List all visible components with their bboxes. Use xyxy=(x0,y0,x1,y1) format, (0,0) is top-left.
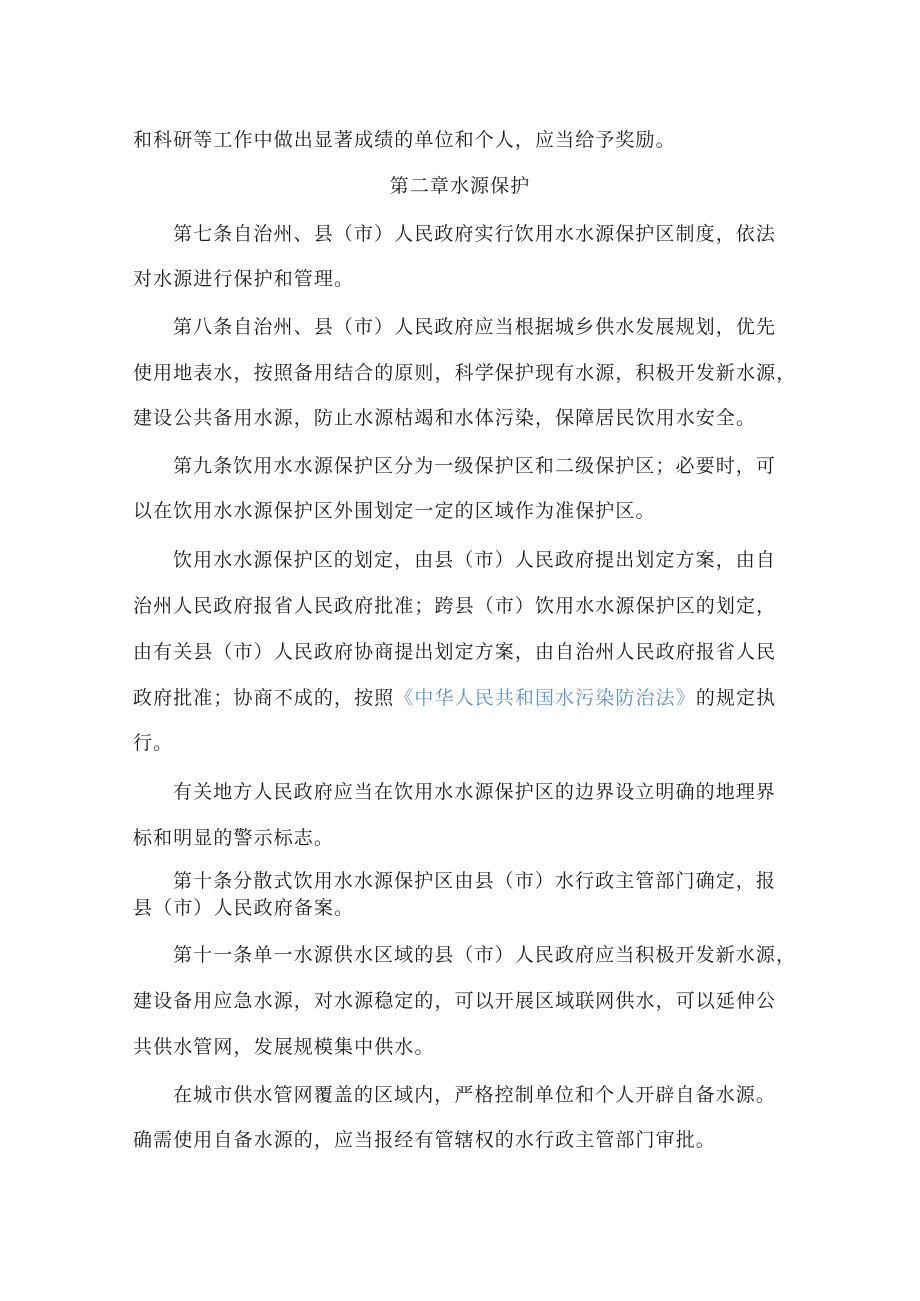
chapter-heading: 第二章水源保护 xyxy=(389,175,531,197)
law-link[interactable]: 《中华人民共和国水污染防治法》 xyxy=(394,687,696,709)
paragraph-line: 对水源进行保护和管理。 xyxy=(133,268,355,290)
paragraph-line: 建设公共备用水源，防止水源枯竭和水体污染，保障居民饮用水安全。 xyxy=(133,407,757,429)
paragraph-line-with-link xyxy=(133,686,776,710)
paragraph-line: 建设备用应急水源，对水源稳定的，可以开展区域联网供水，可以延伸公 xyxy=(133,990,777,1012)
paragraph-line: 以在饮用水水源保护区外围划定一定的区域作为准保护区。 xyxy=(133,500,656,522)
paragraph-line: 在城市供水管网覆盖的区域内，严格控制单位和个人开辟自备水源。 xyxy=(173,1084,777,1106)
paragraph-line: 第十条分散式饮用水水源保护区由县（市）水行政主管部门确定，报 xyxy=(173,870,777,892)
paragraph-line: 县（市）人民政府备案。 xyxy=(133,897,355,919)
paragraph-line: 使用地表水，按照备用结合的原则，科学保护现有水源，积极开发新水源， xyxy=(133,362,797,384)
paragraph-line: 第九条饮用水水源保护区分为一级保护区和二级保护区；必要时，可 xyxy=(173,455,777,477)
paragraph-line: 共供水管网，发展规模集中供水。 xyxy=(133,1036,435,1058)
paragraph-line: 第十一条单一水源供水区域的县（市）人民政府应当积极开发新水源， xyxy=(173,944,797,966)
paragraph-line: 标和明显的警示标志。 xyxy=(133,827,335,849)
paragraph-line: 第八条自治州、县（市）人民政府应当根据城乡供水发展规划，优先 xyxy=(173,316,777,338)
line-text-before: 政府批准；协商不成的，按照 xyxy=(133,687,395,709)
line-text-after: 的规定执 xyxy=(695,687,777,709)
paragraph-line: 和科研等工作中做出显著成绩的单位和个人，应当给予奖励。 xyxy=(133,129,676,151)
paragraph-line: 饮用水水源保护区的划定，由县（市）人民政府提出划定方案，由自 xyxy=(173,549,777,571)
paragraph-line: 行。 xyxy=(133,732,174,754)
paragraph-line: 治州人民政府报省人民政府批准；跨县（市）饮用水水源保护区的划定， xyxy=(133,595,777,617)
paragraph-line: 有关地方人民政府应当在饮用水水源保护区的边界设立明确的地理界 xyxy=(173,781,777,803)
paragraph-line: 由有关县（市）人民政府协商提出划定方案，由自治州人民政府报省人民 xyxy=(133,641,777,663)
paragraph-line: 确需使用自备水源的，应当报经有管辖权的水行政主管部门审批。 xyxy=(133,1129,716,1151)
paragraph-line: 第七条自治州、县（市）人民政府实行饮用水水源保护区制度，依法 xyxy=(173,223,777,245)
